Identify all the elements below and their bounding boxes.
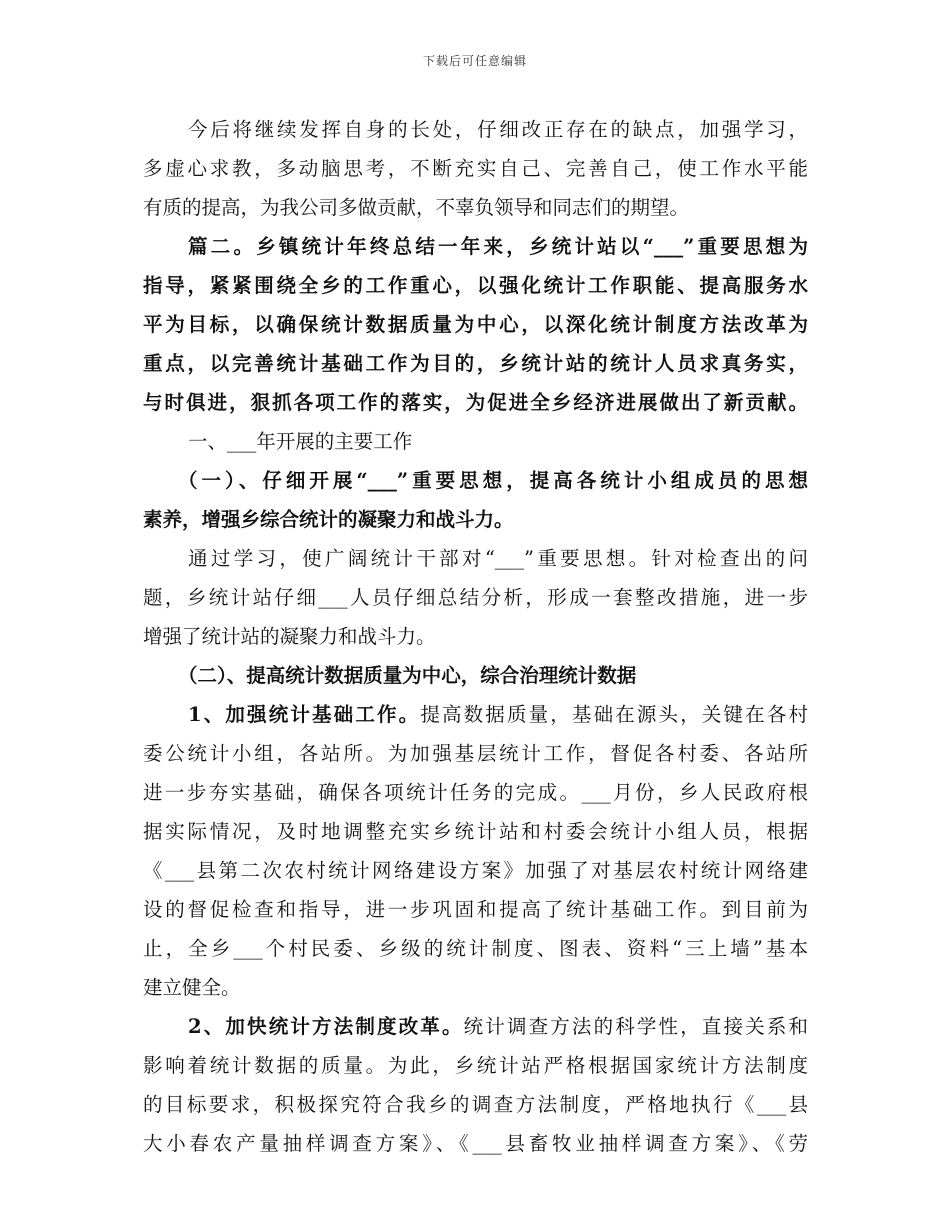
section-intro-line: 指导，紧紧围绕全乡的工作重心，以强化统计工作职能、提高服务水 (143, 274, 808, 297)
paragraph-line: 影响着统计数据的质量。为此，乡统计站严格根据国家统计方法制度 (143, 1054, 808, 1077)
subheading-two: （二）、提高统计数据质量为中心，综合治理统计数据 (178, 664, 637, 687)
paragraph-line (143, 1007, 808, 1046)
section-intro-line: 篇二。乡镇统计年终总结一年来，乡统计站以“___”重要思想为 (188, 235, 808, 258)
paragraph-line: 据实际情况，及时地调整充实乡统计站和村委会统计小组人员，根据 (143, 820, 808, 843)
subheading-one: 素养，增强乡综合统计的凝聚力和战斗力。 (143, 508, 514, 531)
heading-main-work: 一、___年开展的主要工作 (188, 430, 413, 453)
paragraph-line: 题，乡统计站仔细___人员仔细总结分析，形成一套整改措施，进一步 (143, 586, 808, 609)
paragraph-line: 有质的提高，为我公司多做贡献，不辜负领导和同志们的期望。 (143, 196, 690, 219)
item-title-method-reform: 2、加快统计方法制度改革。 (188, 1015, 464, 1038)
item-text: 提高数据质量，基础在源头，关键在各村 (420, 703, 808, 726)
section-intro-line: 重点，以完善统计基础工作为目的，乡统计站的统计人员求真务实， (143, 352, 808, 375)
paragraph-line: 止，全乡___个村民委、乡级的统计制度、图表、资料“三上墙”基本 (143, 937, 808, 960)
paragraph-line: 今后将继续发挥自身的长处，仔细改正存在的缺点，加强学习， (188, 118, 808, 141)
paragraph-line: 大小春农产量抽样调查方案》、《___县畜牧业抽样调查方案》、《劳 (143, 1132, 808, 1155)
section-intro-line: 平为目标，以确保统计数据质量为中心，以深化统计制度方法改革为 (143, 313, 808, 336)
document-body (143, 110, 808, 1163)
paragraph-line: 进一步夯实基础，确保各项统计任务的完成。___月份，乡人民政府根 (143, 781, 808, 804)
paragraph-line: 《___县第二次农村统计网络建设方案》加强了对基层农村统计网络建 (143, 859, 808, 882)
item-text: 统计调查方法的科学性，直接关系和 (463, 1015, 808, 1038)
section-intro-line: 与时俱进，狠抓各项工作的落实，为促进全乡经济进展做出了新贡献。 (143, 391, 808, 414)
paragraph-line: 增强了统计站的凝聚力和战斗力。 (143, 625, 436, 648)
subheading-one: （一）、仔细开展“___”重要思想，提高各统计小组成员的思想 (178, 469, 808, 492)
paragraph-line: 多虚心求教，多动脑思考，不断充实自己、完善自己，使工作水平能 (143, 157, 808, 180)
paragraph-line: 委公统计小组，各站所。为加强基层统计工作，督促各村委、各站所 (143, 742, 808, 765)
paragraph-line: 建立健全。 (143, 976, 241, 999)
page-header: 下载后可任意编辑 (422, 54, 527, 68)
paragraph-line: 通过学习，使广阔统计干部对“___”重要思想。针对检查出的问 (188, 547, 808, 570)
paragraph-line (143, 695, 808, 734)
paragraph-line: 设的督促检查和指导，进一步巩固和提高了统计基础工作。到目前为 (143, 898, 808, 921)
item-title-basic-work: 1、加强统计基础工作。 (188, 703, 421, 726)
paragraph-line: 的目标要求，积极探究符合我乡的调查方法制度，严格地执行《___县 (143, 1093, 808, 1116)
